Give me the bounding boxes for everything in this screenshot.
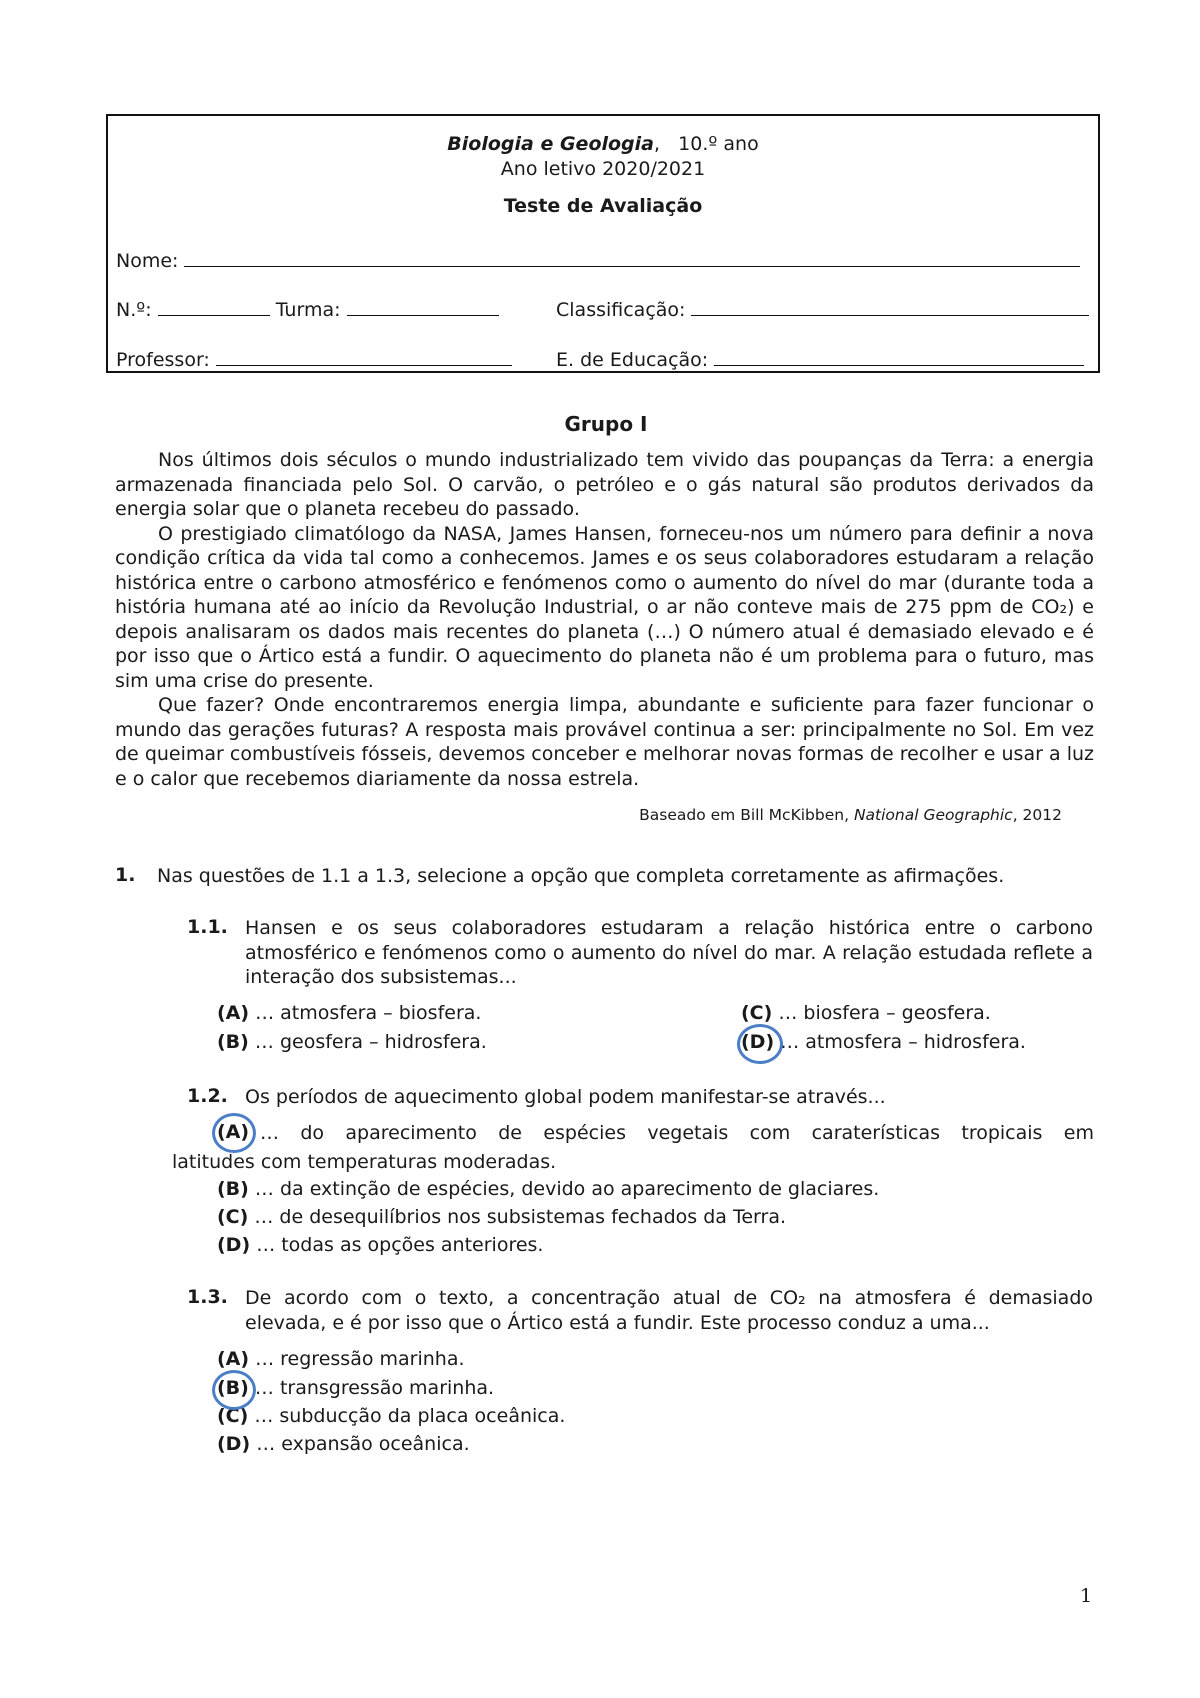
- option-text: … atmosfera – biosfera.: [255, 1002, 482, 1024]
- option-letter: (A): [217, 1002, 250, 1024]
- option-letter: (C): [217, 1405, 249, 1427]
- q1-1-option-d[interactable]: [741, 1031, 1026, 1053]
- option-letter: (B): [217, 1178, 249, 1200]
- name-field[interactable]: [184, 248, 1080, 267]
- school-grade: 10.º ano: [678, 133, 759, 155]
- q1-2-option-b[interactable]: [217, 1178, 879, 1200]
- question-1-2-number: 1.2.: [187, 1085, 228, 1107]
- option-text: … regressão marinha.: [255, 1348, 465, 1370]
- answer-circle-mark: [737, 1024, 783, 1064]
- option-letter: (C): [741, 1002, 773, 1024]
- number-label: N.º:: [116, 299, 152, 321]
- option-letter: (A): [217, 1348, 250, 1370]
- guardian-field[interactable]: [714, 347, 1084, 366]
- q1-2-option-d[interactable]: [217, 1234, 543, 1256]
- teacher-label: Professor:: [116, 349, 210, 371]
- q1-3-option-d[interactable]: [217, 1433, 470, 1455]
- teacher-field[interactable]: [216, 347, 512, 366]
- number-field[interactable]: [158, 297, 270, 316]
- option-letter: (B): [217, 1377, 249, 1399]
- answer-circle-mark: [212, 1113, 256, 1153]
- q1-3-option-b[interactable]: [217, 1377, 494, 1399]
- group-title: Grupo I: [564, 412, 648, 436]
- option-text: … geosfera – hidrosfera.: [254, 1031, 487, 1053]
- q1-1-option-b[interactable]: [217, 1031, 487, 1053]
- option-text: … de desequilíbrios nos subsistemas fechados da Terra.: [254, 1206, 787, 1228]
- option-text: … atmosfera – hidrosfera.: [780, 1031, 1026, 1053]
- question-1-2-text: Os períodos de aquecimento global podem manifestar-se através...: [245, 1086, 886, 1108]
- q1-2-option-a-line2: latitudes com temperaturas moderadas.: [172, 1151, 557, 1173]
- passage-paragraph: Que fazer? Onde encontraremos energia limpa, abundante e suficiente para fazer funcionar o mundo das gerações futuras? A resposta mais provável continua a ser: principalmente no Sol. Em vez de queimar combustíveis fósseis, devemos conceber e melhorar novas formas de recolher e usar a luz e o calor que recebemos diariamente da nossa estrela.: [115, 694, 1094, 790]
- question-1-1-number: 1.1.: [187, 916, 228, 938]
- option-text: … da extinção de espécies, devido ao aparecimento de glaciares.: [254, 1178, 880, 1200]
- question-1-3-number: 1.3.: [187, 1286, 228, 1308]
- q1-3-option-a[interactable]: [217, 1348, 465, 1370]
- source-suffix: , 2012: [1012, 806, 1062, 824]
- option-letter: (D): [217, 1433, 251, 1455]
- option-letter: (D): [741, 1031, 775, 1053]
- grade-label: Classificação:: [556, 299, 686, 321]
- guardian-label: E. de Educação:: [556, 349, 709, 371]
- grade-field[interactable]: [691, 297, 1089, 316]
- option-text: … biosfera – geosfera.: [778, 1002, 991, 1024]
- option-letter: (A): [217, 1121, 250, 1143]
- option-letter: (C): [217, 1206, 249, 1228]
- option-text: … expansão oceânica.: [256, 1433, 470, 1455]
- option-letter: (D): [217, 1234, 251, 1256]
- option-text: … todas as opções anteriores.: [256, 1234, 544, 1256]
- subject-line: [108, 133, 1098, 155]
- teacher-guardian-row: [116, 347, 1096, 371]
- q1-3-option-c[interactable]: [217, 1405, 565, 1427]
- option-text: … subducção da placa oceânica.: [254, 1405, 566, 1427]
- question-1-1-text: Hansen e os seus colaboradores estudaram a relação histórica entre o carbono atmosférico e fenómenos como o aumento do nível do mar. A relação estudada reflete a interação dos subsistemas...: [245, 917, 1093, 988]
- source-prefix: Baseado em Bill McKibben,: [639, 806, 854, 824]
- q1-1-option-a[interactable]: [217, 1002, 481, 1024]
- passage-source: [0, 806, 1062, 824]
- question-1-number: 1.: [115, 864, 136, 886]
- page-number: 1: [1080, 1585, 1093, 1607]
- q1-2-option-a-line1: … do aparecimento de espécies vegetais com caraterísticas tropicais em: [260, 1122, 1094, 1144]
- q1-1-option-c[interactable]: [741, 1002, 991, 1024]
- option-letter: (B): [217, 1031, 249, 1053]
- question-1-3-text: De acordo com o texto, a concentração atual de CO₂ na atmosfera é demasiado elevada, e é por isso que o Ártico está a fundir. Este processo conduz a uma...: [245, 1287, 1093, 1334]
- reading-passage: [115, 448, 1094, 791]
- q1-2-option-c[interactable]: [217, 1206, 786, 1228]
- name-label: Nome:: [116, 250, 179, 272]
- name-field-row: [116, 248, 1080, 272]
- subject-separator: ,: [654, 133, 661, 155]
- number-class-grade-row: [116, 297, 1096, 321]
- source-publication: National Geographic: [853, 806, 1013, 824]
- school-year: Ano letivo 2020/2021: [500, 158, 706, 180]
- question-1-text: Nas questões de 1.1 a 1.3, selecione a opção que completa corretamente as afirmações.: [157, 865, 1005, 887]
- subject-name: Biologia e Geologia: [447, 133, 654, 155]
- class-label: Turma:: [275, 299, 341, 321]
- passage-paragraph: Nos últimos dois séculos o mundo industrializado tem vivido das poupanças da Terra: a energia armazenada financiada pelo Sol. O carvão, o petróleo e o gás natural são produtos derivados da energia solar que o planeta recebeu do passado.: [115, 449, 1094, 520]
- exam-header-box: [106, 114, 1100, 373]
- test-title: Teste de Avaliação: [503, 195, 703, 217]
- class-field[interactable]: [347, 297, 499, 316]
- passage-paragraph: O prestigiado climatólogo da NASA, James Hansen, forneceu-nos um número para definir a nova condição crítica da vida tal como a conhecemos. James e os seus colaboradores estudaram a relação histórica entre o carbono atmosférico e fenómenos como o aumento do nível do mar (durante toda a história humana até ao início da Revolução Industrial, o ar não conteve mais de 275 ppm de CO₂) e depois analisaram os dados mais recentes do planeta (…) O número atual é demasiado elevado e é por isso que o Ártico está a fundir. O aquecimento do planeta não é um problema para o futuro, mas sim uma crise do presente.: [115, 522, 1094, 692]
- option-text: … transgressão marinha.: [254, 1377, 495, 1399]
- answer-circle-mark: [212, 1370, 256, 1410]
